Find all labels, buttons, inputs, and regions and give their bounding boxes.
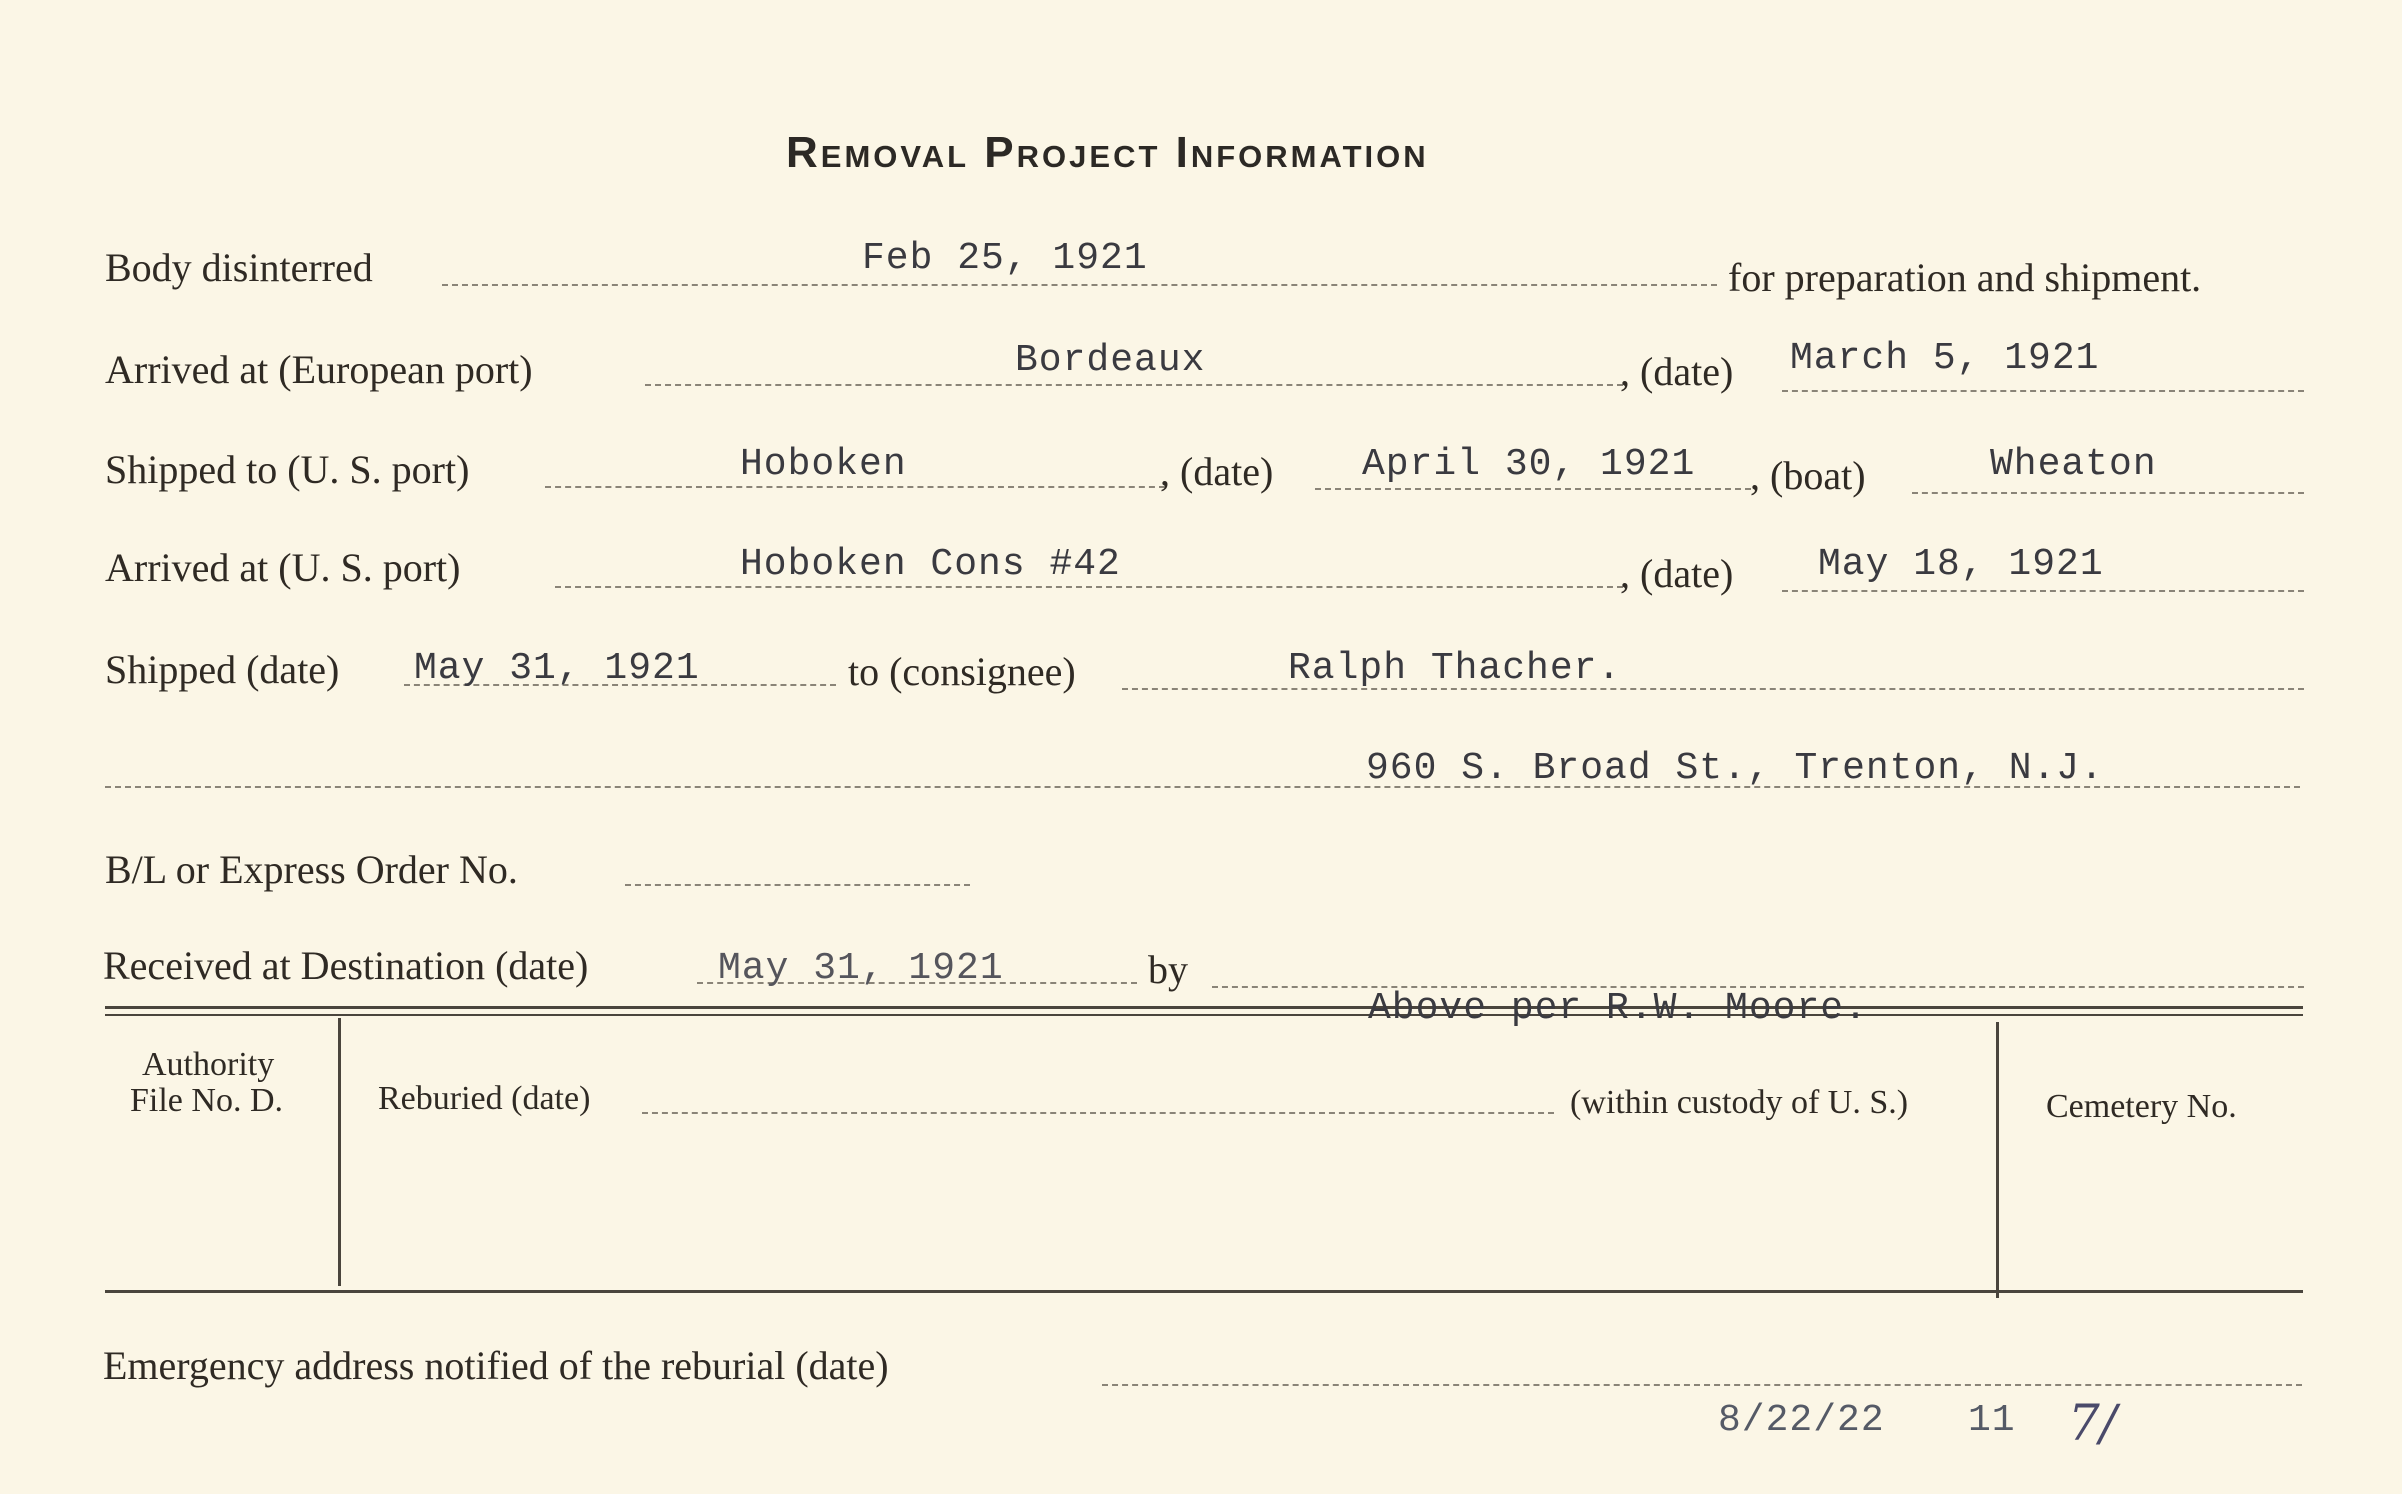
disinterred-value: Feb 25, 1921: [862, 237, 1148, 280]
arrived-us-date: May 18, 1921: [1818, 543, 2104, 586]
arrived-european-date-label: , (date): [1620, 349, 1734, 394]
arrived-european-label: Arrived at (European port): [105, 347, 533, 392]
table-top-border: [105, 1006, 2303, 1009]
address-value: 960 S. Broad St., Trenton, N.J.: [1366, 747, 2104, 790]
bl-order-label: B/L or Express Order No.: [105, 847, 518, 892]
disinterred-suffix: for preparation and shipment.: [1728, 255, 2202, 300]
received-label: Received at Destination (date): [103, 943, 589, 988]
page-title: Removal Project Information: [786, 128, 1429, 177]
received-value: May 31, 1921: [718, 947, 1004, 990]
cemetery-label: Cemetery No.: [2046, 1088, 2237, 1125]
disinterred-line: [442, 284, 1717, 286]
reburied-line: [642, 1112, 1554, 1114]
arrived-us-value: Hoboken Cons #42: [740, 543, 1121, 586]
received-by-label: by: [1148, 947, 1188, 992]
arrived-us-date-label: , (date): [1620, 551, 1734, 596]
shipped-us-date-label: , (date): [1160, 449, 1274, 494]
authority-label: Authority: [142, 1046, 275, 1083]
arrived-european-date: March 5, 1921: [1790, 337, 2100, 380]
footer-initials: 7/: [2068, 1394, 2117, 1452]
table-top-border-inner: [105, 1014, 2303, 1016]
arrived-european-date-line: [1782, 390, 2304, 392]
shipped-us-boat-label: , (boat): [1750, 453, 1866, 498]
shipped-us-line: [545, 486, 1165, 488]
arrived-european-line: [645, 384, 1623, 386]
reburied-label: Reburied (date): [378, 1080, 591, 1117]
shipped-date-value: May 31, 1921: [414, 647, 700, 690]
bl-order-line: [625, 884, 970, 886]
arrived-us-line: [555, 586, 1623, 588]
arrived-european-value: Bordeaux: [1015, 339, 1206, 382]
custody-label: (within custody of U. S.): [1570, 1084, 1909, 1121]
footer-stamp-date: 8/22/22: [1718, 1399, 1885, 1442]
table-divider-right: [1996, 1022, 1999, 1298]
shipped-us-boat: Wheaton: [1990, 443, 2157, 486]
shipped-us-label: Shipped to (U. S. port): [105, 447, 470, 492]
shipped-us-date-line: [1315, 488, 1751, 490]
arrived-us-date-line: [1782, 590, 2304, 592]
shipped-us-value: Hoboken: [740, 443, 907, 486]
footer-code: 11: [1968, 1399, 2016, 1442]
received-by-value: Above per R.W. Moore.: [1368, 987, 1868, 1030]
shipped-us-date: April 30, 1921: [1362, 443, 1696, 486]
table-divider-left: [338, 1018, 341, 1286]
emergency-line: [1102, 1384, 2302, 1386]
shipped-us-boat-line: [1912, 492, 2304, 494]
table-bottom-border: [105, 1290, 2303, 1293]
shipped-date-label: Shipped (date): [105, 647, 340, 692]
arrived-us-label: Arrived at (U. S. port): [105, 545, 461, 590]
emergency-label: Emergency address notified of the reburial (date): [103, 1343, 889, 1388]
consignee-value: Ralph Thacher.: [1288, 647, 1622, 690]
file-no-label: File No. D.: [130, 1082, 283, 1119]
disinterred-label: Body disinterred: [105, 245, 373, 290]
consignee-label: to (consignee): [848, 649, 1076, 694]
